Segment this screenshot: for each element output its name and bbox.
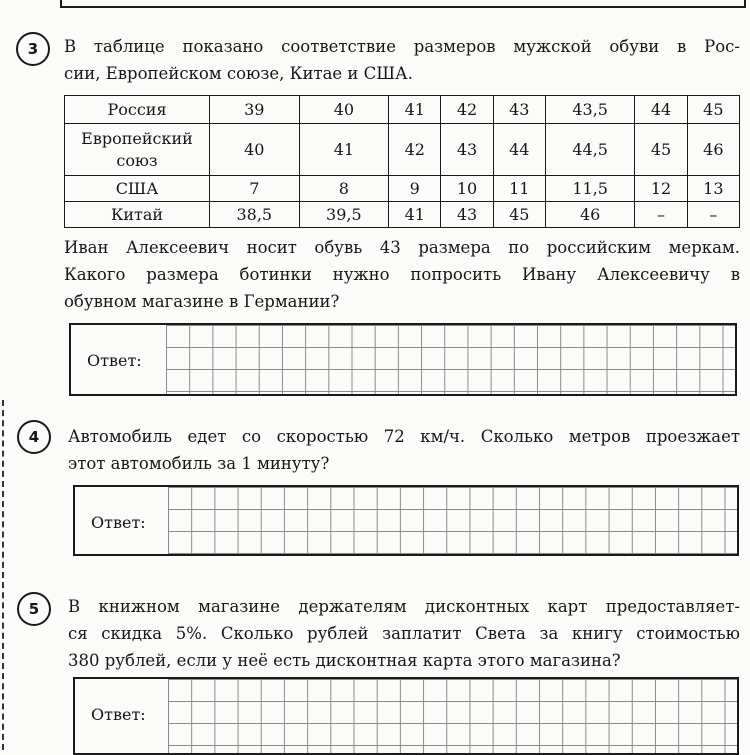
answer-label: Ответ: <box>91 513 146 532</box>
table-cell: 42 <box>441 96 493 124</box>
task-4-question-line: Автомобиль едет со скоростью 72 км/ч. Сколько метров проезжает <box>68 427 740 446</box>
table-cell: 40 <box>299 96 389 124</box>
table-cell: 44 <box>635 96 687 124</box>
answer-grid[interactable] <box>166 325 735 394</box>
table-row-eu <box>65 124 740 176</box>
table-cell: 43 <box>493 96 545 124</box>
table-cell: 11 <box>493 176 545 202</box>
task-5-question <box>68 593 740 674</box>
table-cell: 44 <box>493 124 545 176</box>
task-3-intro-line: сии, Европейском союзе, Китае и США. <box>64 64 413 83</box>
task-5-number: 5 <box>17 592 51 626</box>
task-3-intro-line: В таблице показано соответствие размеров мужской обуви в Рос- <box>64 37 740 56</box>
previous-task-box <box>60 0 746 8</box>
task-5-answer-box[interactable] <box>73 677 739 755</box>
task-5-question-line: ся скидка 5%. Сколько рублей заплатит Света за книгу стоимостью <box>68 624 740 643</box>
task-3-question-line: обувном магазине в Германии? <box>64 292 340 311</box>
row-label: Китай <box>65 202 210 228</box>
task-4-answer-box[interactable] <box>73 485 739 556</box>
table-cell: 9 <box>389 176 441 202</box>
table-cell: 38,5 <box>210 202 300 228</box>
table-cell: 10 <box>441 176 493 202</box>
task-5-question-line: В книжном магазине держателям дисконтных карт предоставляет- <box>68 597 740 616</box>
task-4-question-line: этот автомобиль за 1 минуту? <box>68 454 330 473</box>
cut-line <box>2 400 4 750</box>
table-cell: 44,5 <box>545 124 635 176</box>
table-cell: 42 <box>389 124 441 176</box>
task-3-question <box>64 234 740 315</box>
answer-grid[interactable] <box>168 679 737 753</box>
table-cell: 46 <box>687 124 739 176</box>
table-cell: 45 <box>635 124 687 176</box>
task-5-question-line: 380 рублей, если у неё есть дисконтная карта этого магазина? <box>68 651 621 670</box>
table-cell: 41 <box>299 124 389 176</box>
table-cell: 43,5 <box>545 96 635 124</box>
answer-label: Ответ: <box>87 351 142 370</box>
task-3-intro <box>64 33 740 87</box>
task-3-question-line: Иван Алексеевич носит обувь 43 размера по российским меркам. <box>64 238 740 257</box>
table-cell: 46 <box>545 202 635 228</box>
table-cell: 40 <box>210 124 300 176</box>
row-label: Европейский союз <box>65 124 210 176</box>
table-cell: 7 <box>210 176 300 202</box>
table-cell: 8 <box>299 176 389 202</box>
row-label: Россия <box>65 96 210 124</box>
shoe-size-table <box>64 95 740 228</box>
table-cell: 45 <box>493 202 545 228</box>
table-row-usa <box>65 176 740 202</box>
table-cell: 41 <box>389 202 441 228</box>
answer-grid[interactable] <box>168 487 737 554</box>
table-cell: – <box>635 202 687 228</box>
task-4-number: 4 <box>17 420 51 454</box>
table-cell: – <box>687 202 739 228</box>
task-3-answer-box[interactable] <box>69 323 737 396</box>
table-cell: 45 <box>687 96 739 124</box>
table-cell: 39 <box>210 96 300 124</box>
table-cell: 43 <box>441 124 493 176</box>
table-cell: 43 <box>441 202 493 228</box>
table-cell: 13 <box>687 176 739 202</box>
answer-label: Ответ: <box>91 705 146 724</box>
task-4-question <box>68 423 740 477</box>
table-cell: 11,5 <box>545 176 635 202</box>
row-label: США <box>65 176 210 202</box>
table-row-china <box>65 202 740 228</box>
table-row-russia <box>65 96 740 124</box>
table-cell: 12 <box>635 176 687 202</box>
task-3-number: 3 <box>16 32 50 66</box>
table-cell: 41 <box>389 96 441 124</box>
table-cell: 39,5 <box>299 202 389 228</box>
task-3-question-line: Какого размера ботинки нужно попросить Ивану Алексеевичу в <box>64 265 740 284</box>
